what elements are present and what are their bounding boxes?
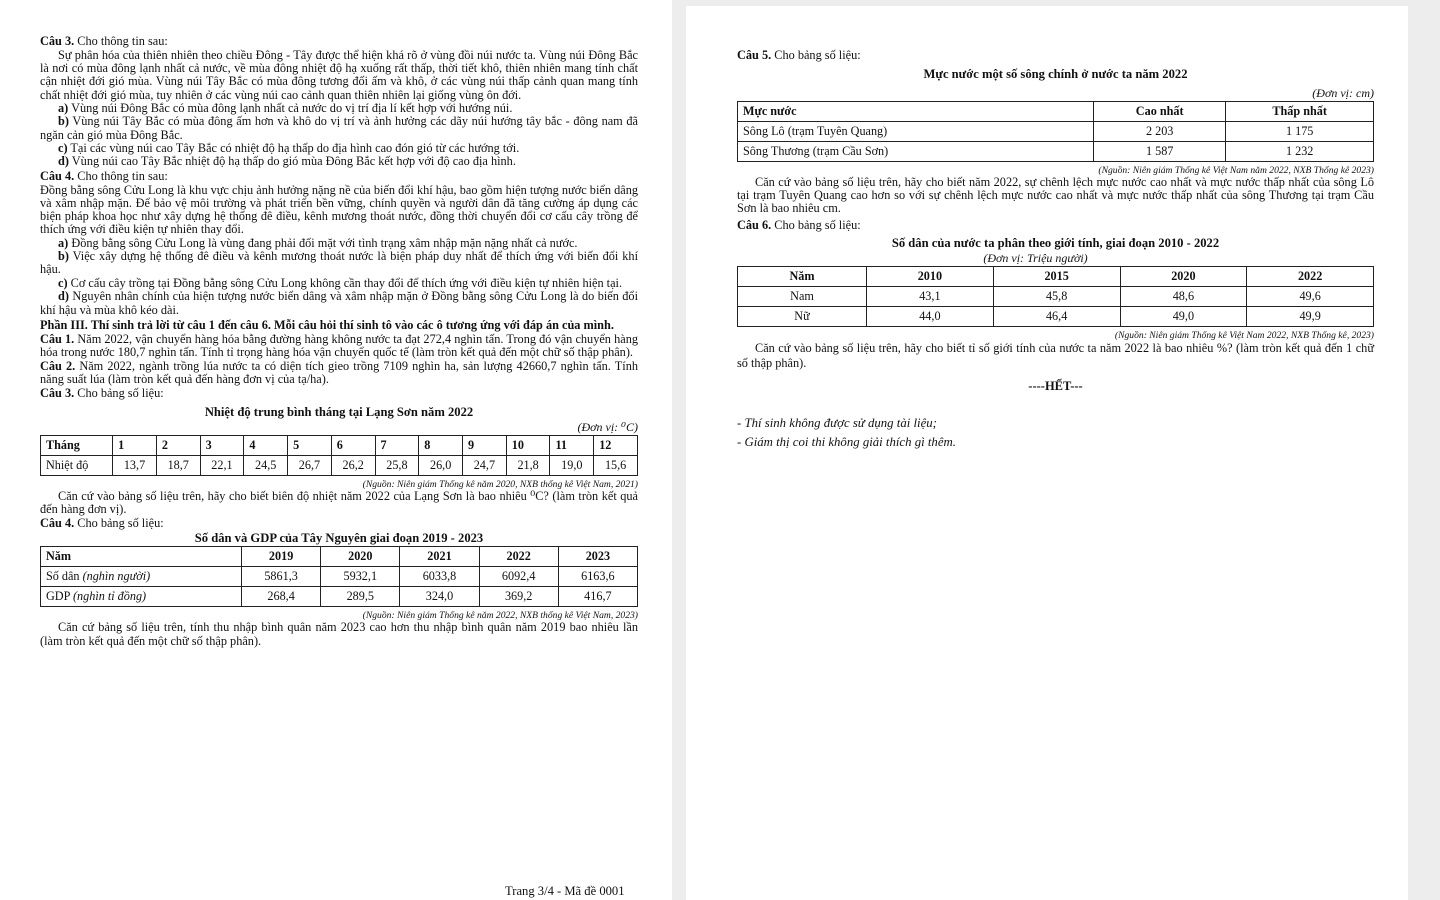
temperature-table-title: Nhiệt độ trung bình tháng tại Lạng Sơn năm 2022: [204, 404, 474, 419]
part-3-question-3-heading: Câu 3. Cho bảng số liệu:: [40, 385, 164, 400]
table-header-cell: 1: [113, 435, 157, 455]
table-header-cell: 3: [200, 435, 244, 455]
table-cell: 49,9: [1247, 306, 1374, 326]
table-row-label: Số dân (nghìn người): [41, 567, 242, 587]
table-cell: 26,0: [419, 455, 463, 475]
table-header-cell: 2: [156, 435, 200, 455]
table-cell: 6033,8: [400, 567, 479, 587]
table-cell: 1 587: [1094, 142, 1226, 162]
population-gdp-table-source: (Nguồn: Niên giám Thống kê năm 2022, NXB thống kê Việt Nam, 2023): [362, 610, 638, 622]
table-cell: 19,0: [550, 455, 594, 475]
table-cell: 5861,3: [242, 567, 321, 587]
page-footer: Trang 3/4 - Mã đề 0001: [505, 884, 625, 898]
table-header-cell: 2015: [993, 266, 1120, 286]
temperature-table-source: (Nguồn: Niên giám Thống kê năm 2020, NXB thống kê Việt Nam, 2021): [362, 478, 638, 490]
question-3-title: Cho thông tin sau:: [74, 34, 168, 48]
question-4-intro: Đồng bằng sông Cửu Long là khu vực chịu ảnh hưởng nặng nề của biến đổi khí hậu, bao gồm hiện tượng nước biển dâng và xâm nhập mặn. Để bảo vệ môi trường và phát triển bền vững, chính quyền và người dân đã tăng cường áp dụng các biện pháp khoa học như xây dựng hệ thống đê điều, kênh mương thoát nước, đồng thời chuyển đổi cơ cấu cây trồng để thích ứng với điều kiện tự nhiên thay đổi.: [40, 182, 638, 237]
exam-page-left: [0, 0, 672, 900]
table-cell: 45,8: [993, 286, 1120, 306]
table-header-cell: Thấp nhất: [1226, 102, 1374, 122]
table-row: [738, 122, 1374, 142]
question-4-heading: Câu 4. Cho thông tin sau:: [40, 168, 168, 183]
table-cell: 5932,1: [321, 567, 400, 587]
river-level-table: [737, 101, 1374, 162]
table-header-cell: 2010: [867, 266, 994, 286]
table-cell: 21,8: [506, 455, 550, 475]
population-gdp-table-title: Số dân và GDP của Tây Nguyên giai đoạn 2019 - 2023: [194, 531, 484, 546]
question-3-heading: [40, 34, 638, 49]
note-item: - Thí sinh không được sử dụng tài liệu;: [737, 415, 937, 430]
river-level-table-source: (Nguồn: Niên giám Thống kê Việt Nam năm 2022, NXB Thống kê 2023): [1098, 165, 1374, 176]
question-5-heading: Câu 5. Cho bảng số liệu:: [737, 48, 861, 62]
question-4-option-d: d) Nguyên nhân chính của hiện tượng nước biển dâng và xâm nhập mặn ở Đồng bằng sông Cửu Long là do biến đổi khí hậu và mùa khô kéo dài.: [40, 289, 638, 317]
table-cell: 416,7: [558, 587, 637, 607]
table-header-cell: 2020: [321, 547, 400, 567]
table-header-cell: 8: [419, 435, 463, 455]
table-cell: 268,4: [242, 587, 321, 607]
table-cell: Nhiệt độ: [41, 455, 113, 475]
question-4-option-a: a) Đồng bằng sông Cửu Long là vùng đang phải đối mặt với tình trạng xâm nhập mặn nặng nhất cả nước.: [58, 235, 578, 250]
table-header-cell: 10: [506, 435, 550, 455]
exam-page-right: [686, 6, 1408, 900]
table-row: [41, 587, 638, 607]
question-4-option-c: c) Cơ cấu cây trồng tại Đồng bằng sông Cửu Long không cần thay đổi để thích ứng với điều kiện tự nhiên hiện tại.: [58, 275, 623, 290]
table-header-row: [738, 102, 1374, 122]
table-cell: Sông Lô (trạm Tuyên Quang): [738, 122, 1094, 142]
gender-population-table-source: (Nguồn: Niên giám Thống kê Việt Nam 2022, NXB Thống kê, 2023): [1114, 329, 1374, 341]
population-gdp-table: [40, 546, 638, 607]
table-cell: 22,1: [200, 455, 244, 475]
table-cell: 289,5: [321, 587, 400, 607]
part-3-question-3-text: Căn cứ vào bảng số liệu trên, hãy cho biết biên độ nhiệt năm 2022 của Lạng Sơn là bao nhiêu ⁰C? (làm tròn kết quả đến hàng đơn vị).: [40, 488, 638, 517]
table-header-cell: Cao nhất: [1094, 102, 1226, 122]
table-cell: Sông Thương (trạm Cầu Sơn): [738, 142, 1094, 162]
table-header-cell: 2020: [1120, 266, 1247, 286]
table-cell: 24,5: [244, 455, 288, 475]
table-row: [738, 306, 1374, 326]
table-header-cell: 4: [244, 435, 288, 455]
table-cell: 48,6: [1120, 286, 1247, 306]
gender-population-table: [737, 266, 1374, 327]
end-marker: ----HẾT---: [1028, 378, 1083, 393]
table-header-cell: Tháng: [41, 435, 113, 455]
table-header-row: [738, 266, 1374, 286]
question-3-option-c: c) Tại các vùng núi cao Tây Bắc có nhiệt độ hạ thấp do địa hình cao đón gió từ các hướng tới.: [58, 141, 520, 156]
question-3-option-b: b) Vùng núi Tây Bắc có mùa đông ấm hơn và khô do vị trí và ảnh hưởng các dãy núi hướng tây bắc - đông nam đã ngăn cản gió mùa Đông Bắc.: [40, 114, 638, 142]
question-4-option-b: b) Việc xây dựng hệ thống đê điều và kênh mương thoát nước là biện pháp duy nhất để thích ứng với biến đổi khí hậu.: [40, 249, 638, 277]
gender-population-table-title: Số dân của nước ta phân theo giới tính, giai đoạn 2010 - 2022: [891, 235, 1220, 250]
table-cell: 2 203: [1094, 122, 1226, 142]
river-level-table-title: Mực nước một số sông chính ở nước ta năm 2022: [923, 67, 1188, 81]
table-header-cell: 5: [288, 435, 332, 455]
table-header-cell: 12: [594, 435, 638, 455]
table-header-cell: 2023: [558, 547, 637, 567]
part-3-question-2: Câu 2. Năm 2022, ngành trồng lúa nước ta có diện tích gieo trồng 7109 nghìn ha, sản lượng 42660,7 nghìn tấn. Tính năng suất lúa (làm tròn kết quả đến hàng đơn vị của tạ/ha).: [40, 358, 638, 386]
question-5-text: Căn cứ vào bảng số liệu trên, hãy cho biết năm 2022, sự chênh lệch mực nước cao nhất và mực nước thấp nhất của sông Lô tại trạm Tuyên Quang cao hơn so với sự chênh lệch mực nước cao nhất và mực nước thấp nhất của sông Thương tại trạm Cầu Sơn là bao nhiêu cm.: [737, 175, 1374, 216]
river-level-table-unit: (Đơn vị: cm): [1312, 86, 1374, 100]
part-3-heading: Phần III. Thí sinh trả lời từ câu 1 đến câu 6. Mỗi câu hỏi thí sinh tô vào các ô tương ứng với đáp án của mình.: [40, 318, 614, 333]
table-cell: 24,7: [463, 455, 507, 475]
exam-notes: [737, 414, 1374, 452]
table-header-cell: Mực nước: [738, 102, 1094, 122]
part-3-question-4-heading: Câu 4. Cho bảng số liệu:: [40, 516, 164, 531]
table-cell: Nam: [738, 286, 867, 306]
question-3-option-a: a) Vùng núi Đông Bắc có mùa đông lạnh nhất cả nước do vị trí địa lí kết hợp với hướng núi.: [58, 100, 513, 115]
table-row: [41, 567, 638, 587]
table-cell: 44,0: [867, 306, 994, 326]
table-header-row: [41, 547, 638, 567]
table-header-cell: Năm: [41, 547, 242, 567]
question-3-label: Câu 3.: [40, 34, 75, 48]
table-row: [738, 142, 1374, 162]
table-header-cell: 7: [375, 435, 419, 455]
table-cell: 26,7: [288, 455, 332, 475]
table-header-cell: 2022: [479, 547, 558, 567]
table-cell: 6163,6: [558, 567, 637, 587]
table-header-cell: Năm: [738, 266, 867, 286]
table-cell: 26,2: [331, 455, 375, 475]
table-header-cell: 6: [331, 435, 375, 455]
table-cell: 15,6: [594, 455, 638, 475]
table-cell: 43,1: [867, 286, 994, 306]
table-cell: 324,0: [400, 587, 479, 607]
table-cell: Nữ: [738, 306, 867, 326]
table-header-row: [41, 435, 638, 455]
question-6-text: Căn cứ vào bảng số liệu trên, hãy cho biết tỉ số giới tính của nước ta năm 2022 là bao nhiêu %? (làm tròn kết quả đến 1 chữ số thập phân).: [737, 340, 1374, 370]
table-cell: 25,8: [375, 455, 419, 475]
table-header-cell: 11: [550, 435, 594, 455]
table-cell: 46,4: [993, 306, 1120, 326]
table-cell: 49,6: [1247, 286, 1374, 306]
temperature-table-unit: (Đơn vị: ⁰C): [577, 419, 638, 434]
table-row: [41, 455, 638, 475]
temperature-table: [40, 435, 638, 476]
part-3-question-1: Câu 1. Năm 2022, vận chuyển hàng hóa bằng đường hàng không nước ta đạt 272,4 nghìn tấn. Trong đó vận chuyển hàng hóa trong nước 180,7 nghìn tấn. Tính tỉ trọng hàng hóa vận chuyển quốc tế (làm tròn kết quả đến một chữ số thập phân).: [40, 332, 638, 360]
table-header-cell: 9: [463, 435, 507, 455]
part-3-question-4-text: Căn cứ bảng số liệu trên, tính thu nhập bình quân năm 2023 cao hơn thu nhập bình quân năm 2019 bao nhiêu lần (làm tròn kết quả đến một chữ số thập phân).: [40, 620, 638, 648]
table-header-cell: 2022: [1247, 266, 1374, 286]
question-6-heading: Câu 6. Cho bảng số liệu:: [737, 217, 861, 232]
table-row: [738, 286, 1374, 306]
note-item: - Giám thị coi thi không giải thích gì thêm.: [737, 434, 956, 449]
table-cell: 1 232: [1226, 142, 1374, 162]
table-row-label: GDP (nghìn tỉ đồng): [41, 587, 242, 607]
table-header-cell: 2019: [242, 547, 321, 567]
table-cell: 13,7: [113, 455, 157, 475]
table-cell: 49,0: [1120, 306, 1247, 326]
table-header-cell: 2021: [400, 547, 479, 567]
table-cell: 18,7: [156, 455, 200, 475]
question-3-intro: Sự phân hóa của thiên nhiên theo chiều Đông - Tây được thể hiện khá rõ ở vùng đồi núi nước ta. Vùng núi Đông Bắc là nơi có mùa đông lạnh nhất cả nước, về mùa đông nhiệt độ hạ xuống rất thấp, thời tiết khô, thiên nhiên mang tính chất cận nhiệt đới gió mùa. Vùng núi Tây Bắc có mùa đông tương đối ấm và khô, ở các vùng núi thấp cảnh quan mang tính chất nhiệt đới gió mùa, tuy nhiên ở các vùng núi cao cảnh quan thiên nhiên lại giống vùng ôn đới.: [40, 48, 638, 102]
table-cell: 369,2: [479, 587, 558, 607]
table-cell: 6092,4: [479, 567, 558, 587]
gender-population-table-unit: (Đơn vị: Triệu người): [983, 250, 1088, 265]
question-3-option-d: d) Vùng núi cao Tây Bắc nhiệt độ hạ thấp do gió mùa Đông Bắc kết hợp với độ cao địa hình.: [58, 154, 516, 169]
table-cell: 1 175: [1226, 122, 1374, 142]
